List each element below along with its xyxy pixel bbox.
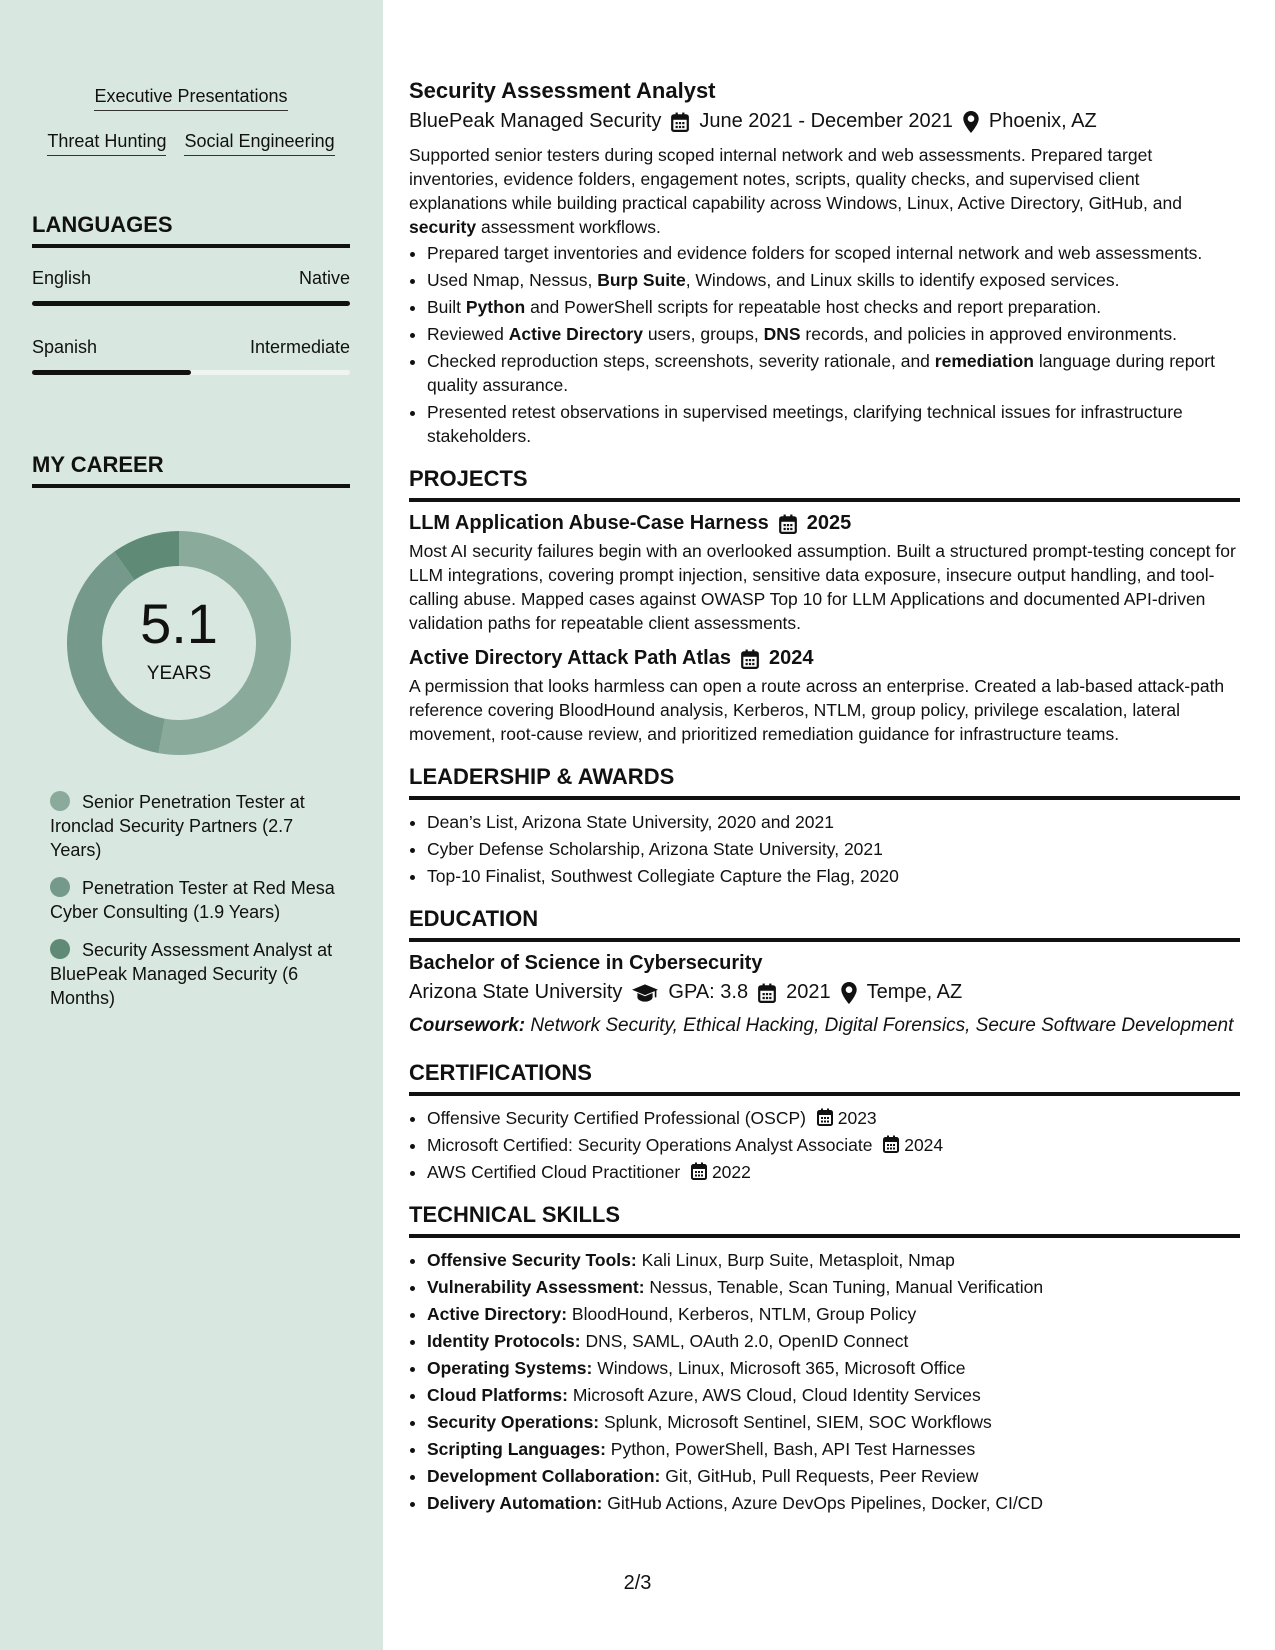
skill-tag: Threat Hunting [47,131,166,156]
certification-name: Microsoft Certified: Security Operations Analyst Associate [427,1135,873,1155]
career-legend [50,790,340,1024]
skill-tags [32,86,350,176]
page-number: 2/3 [623,1572,652,1594]
skill-item: • Cloud Platforms: Microsoft Azure, AWS Cloud, Cloud Identity Services [427,1383,1240,1407]
job-bullet: • Reviewed Active Directory users, groups, DNS records, and policies in approved environments. [427,322,1240,346]
job-dates: June 2021 - December 2021 [699,110,953,132]
languages-heading: LANGUAGES [32,212,350,248]
job-meta [409,110,1240,133]
certification-item [427,1133,1240,1157]
coursework-list: Network Security, Ethical Hacking, Digital Forensics, Secure Software Development [525,1015,1234,1036]
career-legend-item [50,790,340,862]
leadership-list [409,810,1240,888]
sidebar [0,0,383,1650]
education-heading: EDUCATION [409,906,1240,942]
project-title: Active Directory Attack Path Atlas [409,647,731,669]
language-proficiency-bar [32,370,350,375]
skill-item: • Active Directory: BloodHound, Kerberos, NTLM, Group Policy [427,1302,1240,1326]
leadership-item: • Dean’s List, Arizona State University, 2020 and 2021 [427,810,1240,834]
calendar-icon [691,1162,707,1180]
skill-item: • Offensive Security Tools: Kali Linux, Burp Suite, Metasploit, Nmap [427,1248,1240,1272]
job-title: Security Assessment Analyst [409,78,716,103]
project-year: 2025 [806,512,852,534]
certifications-list [409,1106,1240,1184]
career-legend-item [50,938,340,1010]
certification-name: AWS Certified Cloud Practitioner [427,1162,681,1182]
language-item [32,268,350,306]
location-pin-icon [963,111,979,133]
project-item [409,512,1240,635]
legend-dot [50,877,70,897]
project-description: Most AI security failures begin with an overlooked assumption. Built a structured prompt-testing concept for LLM integrations, covering prompt injection, sensitive data exposure, insecure output handling, and tool-calling abuse. Mapped cases against OWASP Top 10 for LLM Applications and documented API-driven validation paths for repeatable client assessments. [409,541,1236,633]
language-item [32,337,350,375]
career-donut-chart [66,530,292,756]
language-proficiency-fill [32,301,350,306]
skill-item: • Delivery Automation: GitHub Actions, Azure DevOps Pipelines, Docker, CI/CD [427,1491,1240,1515]
calendar-icon [741,649,759,669]
calendar-icon [817,1108,833,1126]
project-title: LLM Application Abuse-Case Harness [409,512,769,534]
technical-skills-heading: TECHNICAL SKILLS [409,1202,1240,1238]
job-bullets [409,241,1240,448]
job-bullet: • Checked reproduction steps, screenshots, severity rationale, and remediation language during report quality assurance. [427,349,1240,397]
summary-text: Supported senior testers during scoped internal network and web assessments. Prepared target inventories, evidence folders, engagement notes, scripts, quality checks, and supervised client explanations while building practical capability across Windows, Linux, Active Directory, GitHub, and [409,145,1182,213]
projects-heading: PROJECTS [409,466,1240,502]
certification-year: 2022 [711,1162,751,1182]
certification-item [427,1106,1240,1130]
skill-item: • Vulnerability Assessment: Nessus, Tenable, Scan Tuning, Manual Verification [427,1275,1240,1299]
language-level: Native [298,268,350,288]
technical-skills-list [409,1248,1240,1515]
language-proficiency-bar [32,301,350,306]
project-description: A permission that looks harmless can open a route across an enterprise. Created a lab-based attack-path reference covering BloodHound analysis, Kerberos, NTLM, group policy, privilege escalation, lateral movement, root-cause review, and prioritized remediation guidance for infrastructure teams. [409,676,1225,744]
summary-bold: security [409,217,477,237]
job-location: Phoenix, AZ [988,110,1097,132]
main-content [409,78,1240,1518]
language-name: Spanish [32,337,98,357]
skill-item: • Identity Protocols: DNS, SAML, OAuth 2.0, OpenID Connect [427,1329,1240,1353]
career-legend-item [50,876,340,924]
job-bullet: • Prepared target inventories and evidence folders for scoped internal network and web assessments. [427,241,1240,265]
skill-item: • Scripting Languages: Python, PowerShell, Bash, API Test Harnesses [427,1437,1240,1461]
certification-name: Offensive Security Certified Professional (OSCP) [427,1108,806,1128]
gpa: GPA: 3.8 [668,981,749,1003]
calendar-icon [758,983,776,1003]
leadership-item: • Top-10 Finalist, Southwest Collegiate Capture the Flag, 2020 [427,864,1240,888]
graduation-cap-icon [632,984,658,1002]
company-name: BluePeak Managed Security [409,110,662,132]
project-year: 2024 [768,647,814,669]
certification-year: 2024 [904,1135,944,1155]
education-meta [409,981,1240,1004]
certification-item [427,1160,1240,1184]
school-name: Arizona State University [409,981,623,1003]
graduation-year: 2021 [786,981,831,1003]
leadership-heading: LEADERSHIP & AWARDS [409,764,1240,800]
skill-item: • Operating Systems: Windows, Linux, Microsoft 365, Microsoft Office [427,1356,1240,1380]
coursework-label: Coursework: [409,1015,526,1036]
career-legend-label: Senior Penetration Tester at Ironclad Security Partners (2.7 Years) [50,792,305,860]
leadership-item: • Cyber Defense Scholarship, Arizona State University, 2021 [427,837,1240,861]
certifications-heading: CERTIFICATIONS [409,1060,1240,1096]
coursework [409,1014,1240,1038]
project-item [409,647,1240,746]
skill-item: • Development Collaboration: Git, GitHub, Pull Requests, Peer Review [427,1464,1240,1488]
calendar-icon [671,112,689,132]
job-bullet: • Used Nmap, Nessus, Burp Suite, Windows, and Linux skills to identify exposed services. [427,268,1240,292]
skill-item: • Security Operations: Splunk, Microsoft Sentinel, SIEM, SOC Workflows [427,1410,1240,1434]
school-location: Tempe, AZ [866,981,963,1003]
job-bullet: • Presented retest observations in supervised meetings, clarifying technical issues for infrastructure stakeholders. [427,400,1240,448]
career-heading: MY CAREER [32,452,350,488]
language-level: Intermediate [249,337,350,357]
experience-entry [409,78,1240,448]
language-name: English [32,268,92,288]
legend-dot [50,939,70,959]
summary-text: assessment workflows. [476,217,661,237]
calendar-icon [779,514,797,534]
language-proficiency-fill [32,370,191,375]
career-total-years: 5.1 [140,592,218,655]
degree-title: Bachelor of Science in Cybersecurity [409,952,763,974]
location-pin-icon [841,982,857,1004]
calendar-icon [883,1135,899,1153]
job-summary [409,143,1240,239]
skill-tag: Social Engineering [184,131,334,156]
legend-dot [50,791,70,811]
certification-year: 2023 [837,1108,877,1128]
job-bullet: • Built Python and PowerShell scripts for repeatable host checks and report preparation. [427,295,1240,319]
career-legend-label: Penetration Tester at Red Mesa Cyber Consulting (1.9 Years) [50,878,335,922]
career-total-unit: YEARS [146,663,212,684]
skill-tag: Executive Presentations [94,86,287,111]
career-legend-label: Security Assessment Analyst at BluePeak Managed Security (6 Months) [50,940,333,1008]
